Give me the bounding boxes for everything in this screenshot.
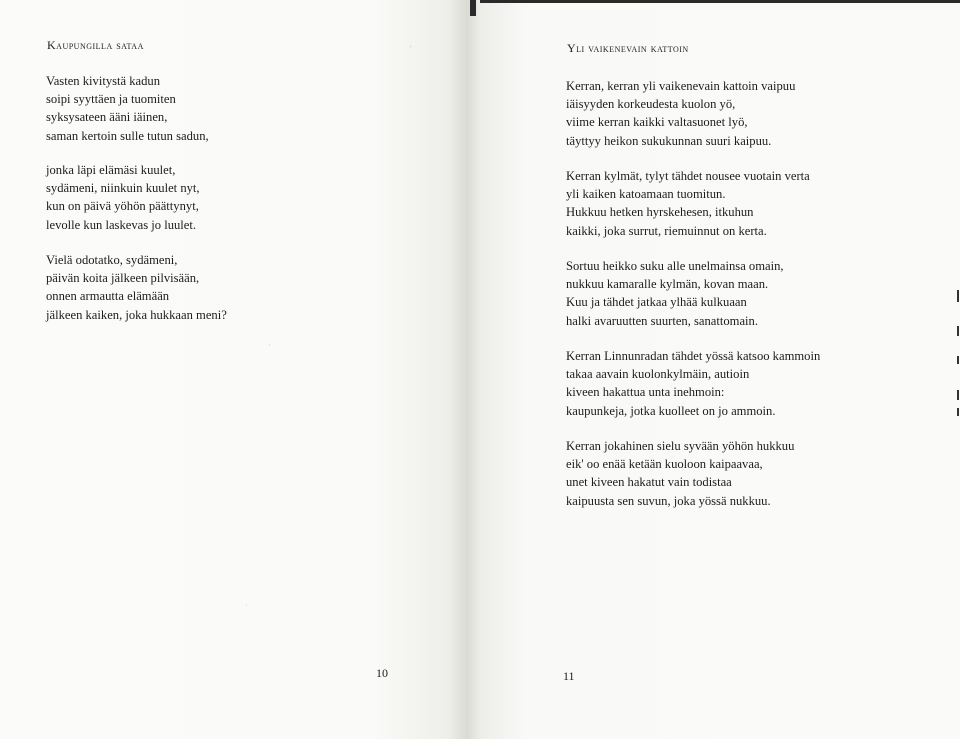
poem-line: Kerran, kerran yli vaikenevain kattoin vaipuu: [566, 79, 796, 93]
poem-line: jonka läpi elämäsi kuulet,: [46, 163, 176, 177]
poem-line: täyttyy heikon sukukunnan suuri kaipuu.: [566, 133, 772, 148]
stanza: [566, 257, 784, 330]
stanza: [46, 161, 200, 234]
poem-line: Vasten kivitystä kadun: [46, 74, 161, 88]
gutter-shadow: [470, 0, 476, 16]
poem-line: unet kiveen hakatut vain todistaa: [566, 475, 732, 490]
poem-line: nukkuu kamaralle kylmän, kovan maan.: [566, 277, 769, 292]
page-number: 11: [563, 669, 575, 683]
stanza: [566, 347, 820, 420]
stanza: [566, 167, 810, 240]
poem-line: sydämeni, niinkuin kuulet nyt,: [46, 181, 200, 196]
poem-line: halki avaruutten suurten, sanattomain.: [566, 313, 758, 328]
poem-line: päivän koita jälkeen pilvisään,: [46, 271, 200, 286]
poem-line: kaikki, joka surrut, riemuinnut on kerta.: [566, 223, 767, 238]
poem-line: Sortuu heikko suku alle unelmainsa omain,: [566, 259, 784, 273]
stanza: [46, 72, 209, 145]
paper-speck: ·: [245, 600, 248, 610]
poem-line: kaupunkeja, jotka kuolleet on jo ammoin.: [566, 403, 776, 418]
poem-line: syksysateen ääni iäinen,: [46, 110, 168, 125]
paper-speck: ': [410, 44, 412, 54]
poem-line: saman kertoin sulle tutun sadun,: [46, 128, 209, 143]
page-number: 10: [376, 666, 388, 680]
poem-line: Vielä odotatko, sydämeni,: [46, 253, 178, 267]
poem-line: Hukkuu hetken hyrskehesen, itkuhun: [566, 205, 754, 220]
poem-line: iäisyyden korkeudesta kuolon yö,: [566, 97, 736, 112]
poem-title: Kaupungilla sataa: [47, 38, 144, 52]
stanza: [566, 77, 795, 150]
poem-line: Kuu ja tähdet jatkaa ylhää kulkuaan: [566, 295, 747, 310]
poem-line: Kerran Linnunradan tähdet yössä katsoo kammoin: [566, 349, 821, 363]
poem-line: kiveen hakattua unta inehmoin:: [566, 385, 725, 400]
poem-line: Kerran kylmät, tylyt tähdet nousee vuotain verta: [566, 169, 810, 183]
poem-line: kaipuusta sen suvun, joka yössä nukkuu.: [566, 493, 771, 508]
poem-line: yli kaiken katoamaan tuomitun.: [566, 187, 726, 202]
poem-line: onnen armautta elämään: [46, 289, 170, 304]
poem-line: levolle kun laskevas jo luulet.: [46, 217, 197, 232]
left-page: [0, 0, 466, 739]
poem-line: kun on päivä yöhön päättynyt,: [46, 199, 199, 214]
poem-line: eik' oo enää ketään kuoloon kaipaavaa,: [566, 457, 763, 472]
right-page: [466, 0, 960, 739]
stanza: [566, 437, 794, 510]
paper-speck: ·: [268, 340, 271, 350]
poem-line: jälkeen kaiken, joka hukkaan meni?: [46, 307, 227, 322]
stanza: [46, 251, 227, 324]
poem-line: viime kerran kaikki valtasuonet lyö,: [566, 115, 748, 130]
scan-edge-marks: [956, 290, 960, 420]
scan-edge: [480, 0, 960, 3]
poem-line: takaa aavain kuolonkylmäin, autioin: [566, 367, 750, 382]
poem-line: soipi syyttäen ja tuomiten: [46, 92, 176, 107]
poem-line: Kerran jokahinen sielu syvään yöhön hukkuu: [566, 439, 795, 453]
poem-title: Yli vaikenevain kattoin: [567, 41, 689, 55]
